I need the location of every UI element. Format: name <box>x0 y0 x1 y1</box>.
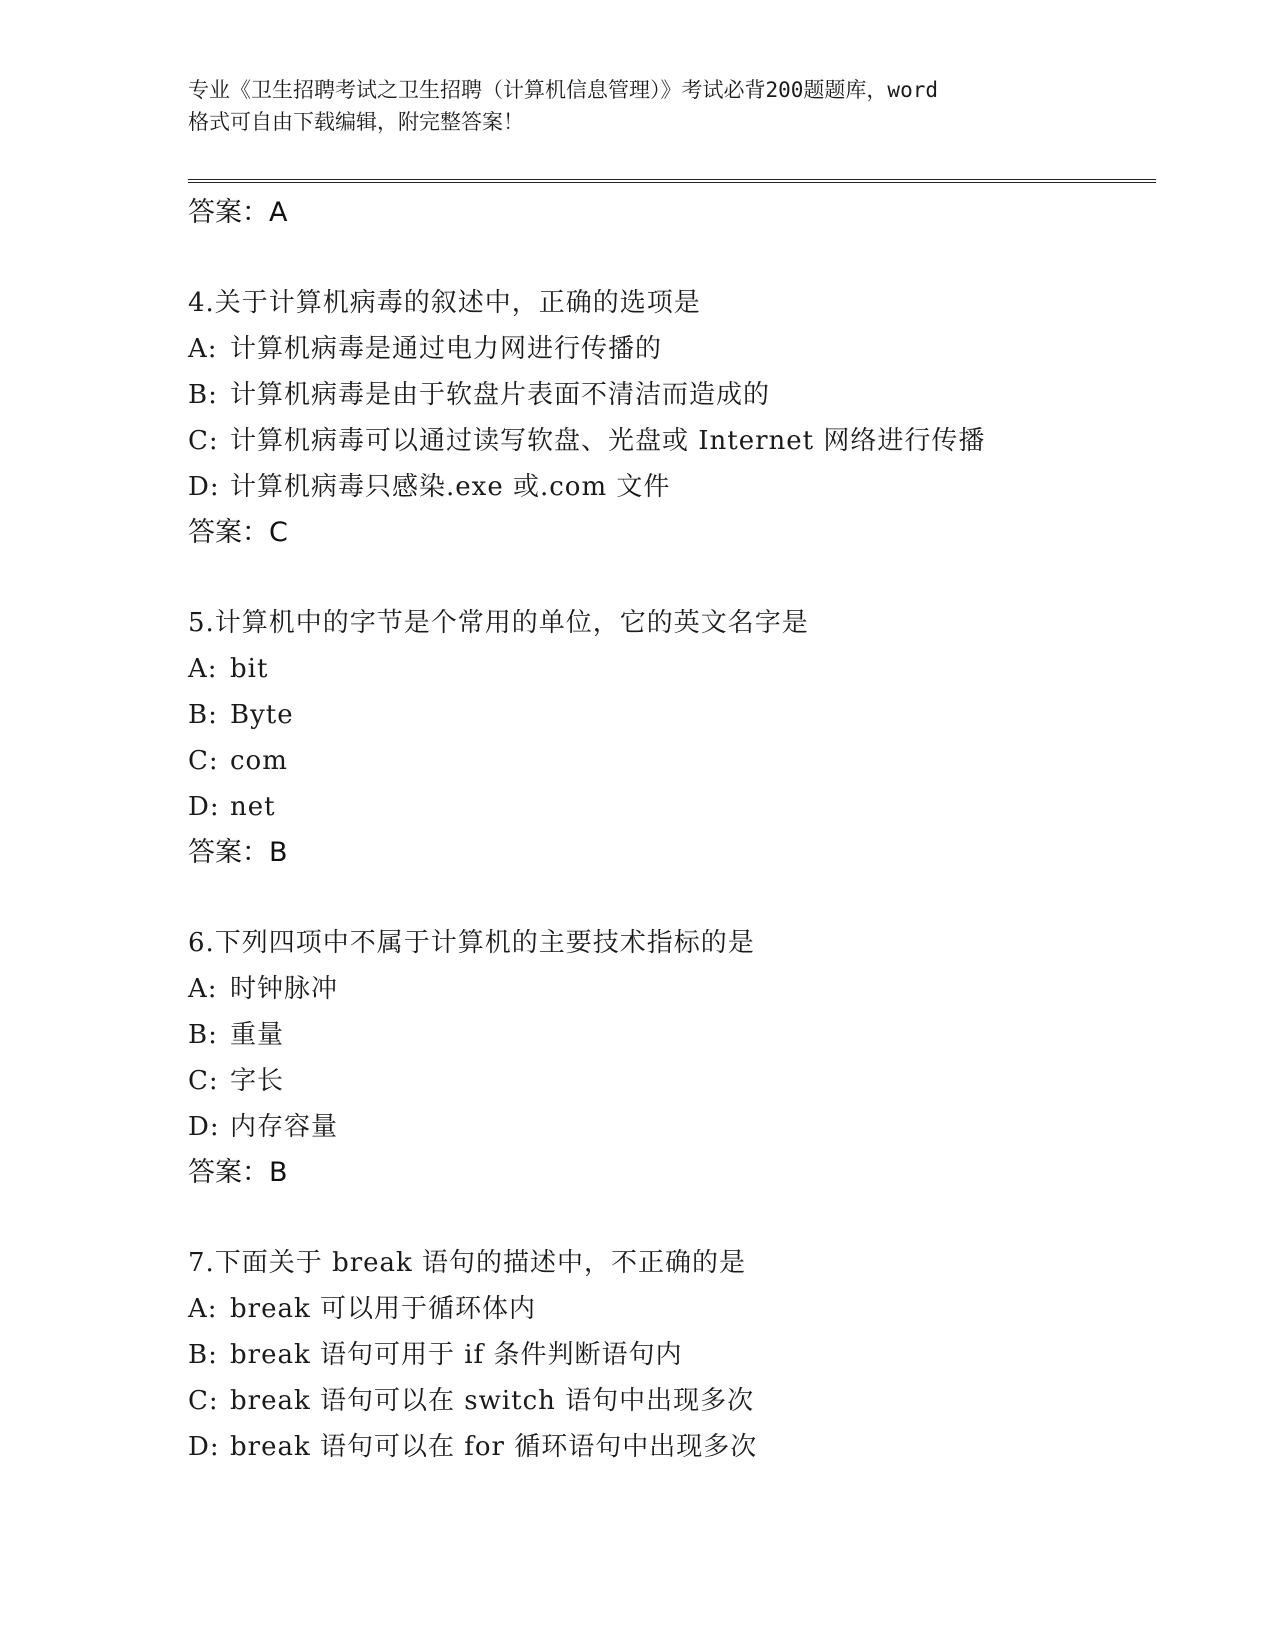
option-text: 字长 <box>230 1066 285 1096</box>
document-header <box>188 74 1088 138</box>
option-letter: D: <box>188 1112 220 1142</box>
option-a <box>188 646 1156 692</box>
question-list <box>188 190 1156 1470</box>
question-item <box>188 920 1156 1196</box>
option-b <box>188 1012 1156 1058</box>
question-stem: 7.下面关于 break 语句的描述中，不正确的是 <box>188 1248 747 1278</box>
option-letter: C: <box>188 1066 219 1096</box>
option-letter: B: <box>188 1020 218 1050</box>
header-line-2: 格式可自由下载编辑，附完整答案！ <box>188 110 524 134</box>
header-divider <box>188 179 1156 183</box>
option-text: net <box>230 792 276 822</box>
question-item <box>188 1240 1156 1470</box>
question-item <box>188 280 1156 556</box>
option-c <box>188 1058 1156 1104</box>
option-a <box>188 1286 1156 1332</box>
option-letter: C: <box>188 1386 219 1416</box>
question-stem: 6.下列四项中不属于计算机的主要技术指标的是 <box>188 928 755 958</box>
option-letter: D: <box>188 472 220 502</box>
header-line-1: 专业《卫生招聘考试之卫生招聘（计算机信息管理）》考试必背200题题库，word <box>188 78 938 102</box>
option-letter: B: <box>188 380 218 410</box>
option-letter: B: <box>188 700 218 730</box>
option-d <box>188 464 1156 510</box>
option-letter: B: <box>188 1340 218 1370</box>
option-text: bit <box>230 654 269 684</box>
question-stem: 5.计算机中的字节是个常用的单位，它的英文名字是 <box>188 608 809 638</box>
option-d <box>188 784 1156 830</box>
option-letter: C: <box>188 426 219 456</box>
option-text: 计算机病毒可以通过读写软盘、光盘或 Internet 网络进行传播 <box>230 426 986 456</box>
option-c <box>188 418 1156 464</box>
option-text: break 语句可以在 for 循环语句中出现多次 <box>230 1432 758 1462</box>
option-text: 重量 <box>230 1020 285 1050</box>
option-text: 计算机病毒只感染.exe 或.com 文件 <box>230 472 671 502</box>
option-a <box>188 966 1156 1012</box>
option-text: break 语句可以在 switch 语句中出现多次 <box>230 1386 755 1416</box>
answer-line: 答案：B <box>188 1157 288 1188</box>
option-b <box>188 692 1156 738</box>
option-d <box>188 1424 1156 1470</box>
option-c <box>188 1378 1156 1424</box>
option-text: com <box>230 746 288 776</box>
option-text: 计算机病毒是由于软盘片表面不清洁而造成的 <box>230 380 771 410</box>
option-d <box>188 1104 1156 1150</box>
option-text: 计算机病毒是通过电力网进行传播的 <box>230 334 663 364</box>
option-b <box>188 372 1156 418</box>
option-text: break 可以用于循环体内 <box>230 1294 536 1324</box>
question-item <box>188 600 1156 876</box>
answer-line: 答案：C <box>188 517 288 548</box>
option-letter: A: <box>188 654 218 684</box>
answer-line: 答案：A <box>188 197 288 228</box>
option-text: Byte <box>230 700 294 730</box>
question-stem: 4.关于计算机病毒的叙述中，正确的选项是 <box>188 288 701 318</box>
answer-line: 答案：B <box>188 837 288 868</box>
option-text: break 语句可用于 if 条件判断语句内 <box>230 1340 683 1370</box>
option-letter: A: <box>188 334 218 364</box>
option-b <box>188 1332 1156 1378</box>
option-text: 内存容量 <box>230 1112 339 1142</box>
option-c <box>188 738 1156 784</box>
option-a <box>188 326 1156 372</box>
option-letter: D: <box>188 792 220 822</box>
option-letter: D: <box>188 1432 220 1462</box>
option-text: 时钟脉冲 <box>230 974 339 1004</box>
option-letter: A: <box>188 1294 218 1324</box>
option-letter: A: <box>188 974 218 1004</box>
option-letter: C: <box>188 746 219 776</box>
